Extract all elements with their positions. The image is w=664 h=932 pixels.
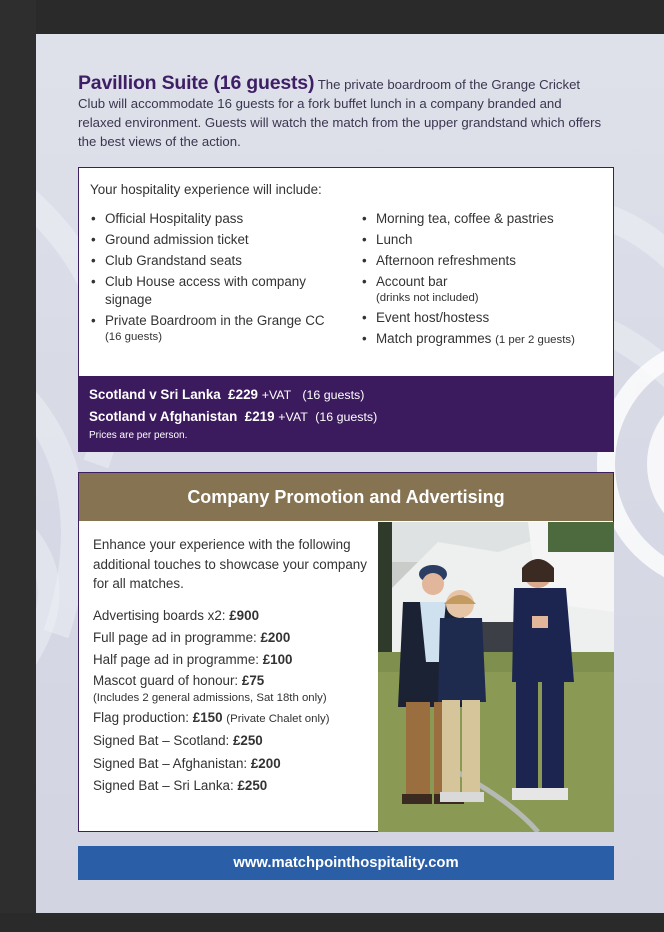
promotion-box bbox=[78, 472, 614, 832]
list-item: • Club Grandstand seats bbox=[90, 252, 352, 270]
cricket-photo-illustration bbox=[378, 522, 614, 832]
inclusions-list-left bbox=[90, 210, 352, 348]
list-item: Signed Bat – Scotland: £250 bbox=[93, 733, 263, 749]
cricket-photo bbox=[378, 522, 614, 832]
price-note: Prices are per person. bbox=[89, 430, 188, 441]
list-item: Signed Bat – Sri Lanka: £250 bbox=[93, 777, 268, 793]
section-title: Pavillion Suite (16 guests) bbox=[78, 72, 315, 94]
list-item: • Private Boardroom in the Grange CC (16 guests) bbox=[90, 312, 352, 345]
list-item: • Lunch bbox=[361, 231, 611, 249]
list-item: Advertising boards x2: £900 bbox=[93, 607, 260, 623]
list-item: • Ground admission ticket bbox=[90, 231, 352, 249]
website-link[interactable]: www.matchpointhospitality.com bbox=[78, 846, 614, 880]
viewer-top-bar bbox=[0, 0, 664, 34]
list-item: Half page ad in programme: £100 bbox=[93, 652, 293, 668]
pavillion-intro bbox=[78, 74, 608, 151]
viewer-left-bar bbox=[0, 0, 36, 932]
list-item: • Afternoon refreshments bbox=[361, 252, 611, 270]
list-item: Flag production: £150 (Private Chalet only) bbox=[93, 710, 330, 726]
inclusions-list-right bbox=[361, 210, 611, 352]
price-band bbox=[78, 376, 614, 452]
list-item: • Account bar (drinks not included) bbox=[361, 273, 611, 306]
list-item: • Morning tea, coffee & pastries bbox=[361, 210, 611, 228]
advertising-options-list bbox=[93, 605, 373, 798]
list-item: Full page ad in programme: £200 bbox=[93, 629, 291, 645]
price-row: Scotland v Afghanistan £219 +VAT (16 guests) bbox=[89, 409, 378, 424]
intro-description: The private boardroom of the Grange Cricket Club will accommodate 16 guests for a fork buffet lunch in a company branded and relaxed environment. Guests will watch the match from the upper grandstand which offers the best views of the action. bbox=[78, 77, 602, 149]
brochure-page bbox=[36, 34, 664, 913]
viewer-bottom-bar bbox=[0, 913, 664, 932]
list-item: • Event host/hostess bbox=[361, 309, 611, 327]
list-item: Signed Bat – Afghanistan: £200 bbox=[93, 755, 281, 771]
price-row: Scotland v Sri Lanka £229 +VAT (16 guests) bbox=[89, 387, 365, 402]
list-item-note: (Includes 2 general admissions, Sat 18th only) bbox=[93, 692, 327, 705]
promotion-heading: Company Promotion and Advertising bbox=[79, 473, 613, 521]
list-item: • Official Hospitality pass bbox=[90, 210, 352, 228]
inclusions-heading: Your hospitality experience will include: bbox=[90, 182, 322, 197]
list-item: • Club House access with company signage bbox=[90, 273, 352, 309]
hospitality-inclusions-box bbox=[78, 167, 614, 452]
list-item: • Match programmes (1 per 2 guests) bbox=[361, 330, 611, 349]
list-item: Mascot guard of honour: £75 bbox=[93, 673, 265, 689]
promotion-text bbox=[93, 535, 373, 797]
promotion-lead: Enhance your experience with the following additional touches to showcase your company for all matches. bbox=[93, 537, 367, 591]
